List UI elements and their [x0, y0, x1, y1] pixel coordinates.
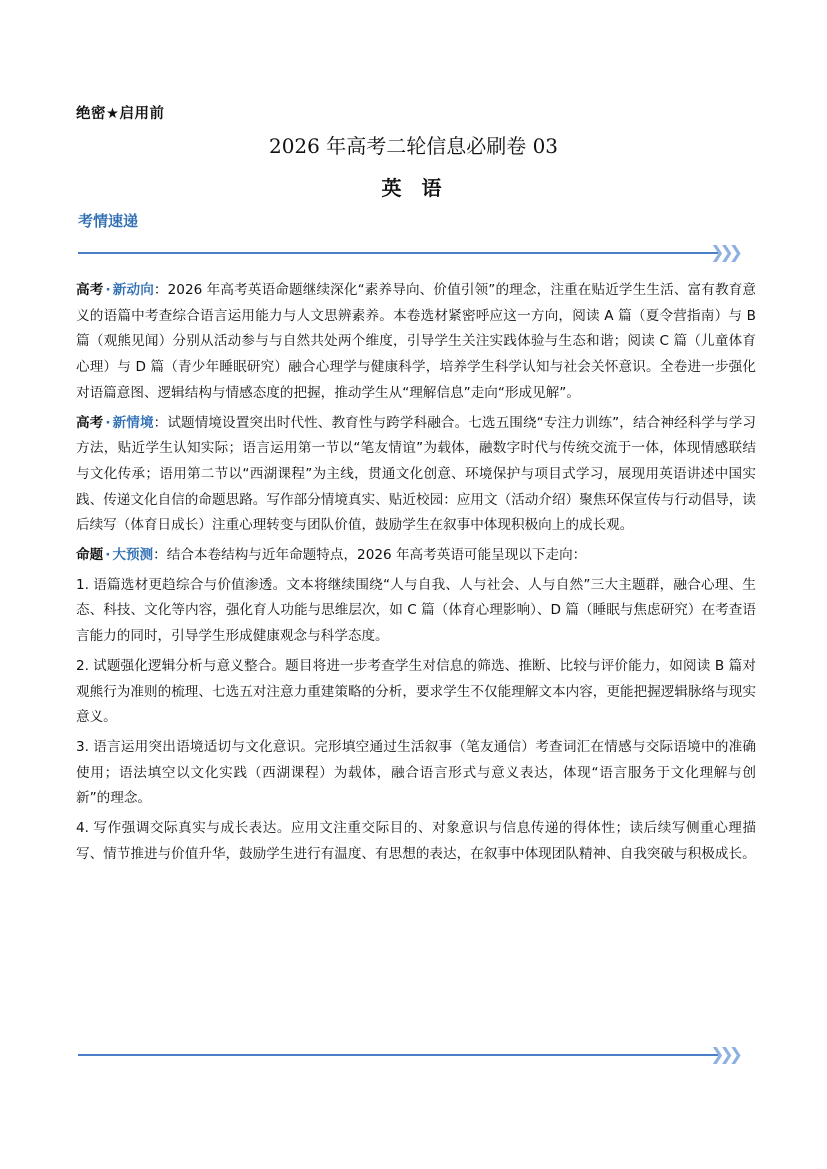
- paragraph-text: ：2026 年高考英语命题继续深化“素养导向、价值引领”的理念，注重在贴近学生生活、富有教育意义的语篇中考查综合语言运用能力与人文思辨素养。本卷选材紧密呼应这一方向，阅读 A 篇（夏令营指南）与 B 篇（观熊见闻）分别从活动参与与自然共处两个维度，引导学生关注实践体验与生态和谐；阅读 C 篇（儿童体育心理）与 D 篇（青少年睡眠研究）融合心理学与健康科学，培养学生科学认知与社会关怀意识。全卷进一步强化对语篇意图、逻辑结构与情感态度的把握，推动学生从“理解信息”走向“形成见解”。: [76, 282, 757, 401]
- item-number: 4.: [76, 820, 89, 837]
- item-number: 1.: [76, 576, 89, 593]
- prediction-item: [76, 816, 756, 867]
- divider-line: [78, 1054, 718, 1056]
- subject-title: 英语: [381, 176, 462, 200]
- item-text: 语篇选材更趋综合与价值渗透。文本将继续围绕“人与自我、人与社会、人与自然”三大主题群，融合心理、生态、科技、文化等内容，强化育人功能与思维层次，如 C 篇（体育心理影响）、D 篇（睡眠与焦虑研究）在考查语言能力的同时，引导学生形成健康观念与科学态度。: [76, 576, 756, 645]
- paragraph-text: ：结合本卷结构与近年命题特点，2026 年高考英语可能呈现以下走向：: [153, 547, 587, 564]
- tag-dot: ·: [105, 414, 111, 431]
- tag-main: 大预测: [112, 547, 154, 564]
- tag-prefix: 高考: [76, 414, 104, 431]
- item-text: 语言运用突出语境适切与文化意识。完形填空通过生活叙事（笔友通信）考查词汇在情感与交际语境中的准确使用；语法填空以文化实践（西湖课程）为载体，融合语言形式与意义表达，体现“语言服务于文化理解与创新”的理念。: [76, 738, 756, 807]
- item-text: 写作强调交际真实与成长表达。应用文注重交际目的、对象意识与信息传递的得体性；读后续写侧重心理描写、情节推进与价值升华，鼓励学生进行有温度、有思想的表达，在叙事中体现团队精神、自我突破与积极成长。: [76, 820, 756, 862]
- paragraph-text: ：试题情境设置突出时代性、教育性与跨学科融合。七选五围绕“专注力训练”，结合神经科学与学习方法，贴近学生认知实际；语言运用第一节以“笔友情谊”为载体，融数字时代与传统交流于一体，体现情感联结与文化传承；语用第二节以“西湖课程”为主线，贯通文化创意、环境保护与项目式学习，展现用英语讲述中国实践、传递文化自信的命题思路。写作部分情境真实、贴近校园：应用文（活动介绍）聚焦环保宣传与行动倡导，读后续写（体育日成长）注重心理转变与团队价值，鼓励学生在叙事中体现积极向上的成长观。: [76, 414, 756, 534]
- prediction-item: [76, 573, 756, 650]
- item-number: 3.: [76, 738, 89, 755]
- paragraph-new-context: [76, 411, 756, 540]
- analysis-content: [76, 278, 756, 871]
- paragraph-new-trend: [76, 278, 756, 407]
- chevrons-right-icon: ❯❯❯: [710, 1045, 738, 1065]
- divider-top: [78, 242, 738, 264]
- tag-prefix: 高考: [76, 282, 104, 298]
- section-label: 考情速递: [78, 212, 139, 230]
- tag-main: 新情境: [112, 414, 154, 431]
- tag-dot: ·: [105, 547, 111, 564]
- divider-line: [78, 252, 718, 254]
- divider-bottom: [78, 1044, 738, 1066]
- item-text: 试题强化逻辑分析与意义整合。题目将进一步考查学生对信息的筛选、推断、比较与评价能力，如阅读 B 篇对观熊行为准则的梳理、七选五对注意力重建策略的分析，要求学生不仅能理解文本内容，更能把握逻辑脉络与现实意义。: [76, 657, 756, 726]
- confidential-label: 绝密★启用前: [76, 106, 165, 122]
- prediction-item: [76, 654, 756, 731]
- item-number: 2.: [76, 657, 89, 674]
- tag-prefix: 命题: [76, 547, 104, 564]
- chevrons-right-icon: ❯❯❯: [710, 243, 738, 263]
- tag-dot: ·: [105, 282, 111, 298]
- tag-main: 新动向: [112, 282, 154, 298]
- exam-title: 2026 年高考二轮信息必刷卷 03: [268, 134, 559, 158]
- prediction-item: [76, 735, 756, 812]
- paragraph-prediction: [76, 543, 756, 569]
